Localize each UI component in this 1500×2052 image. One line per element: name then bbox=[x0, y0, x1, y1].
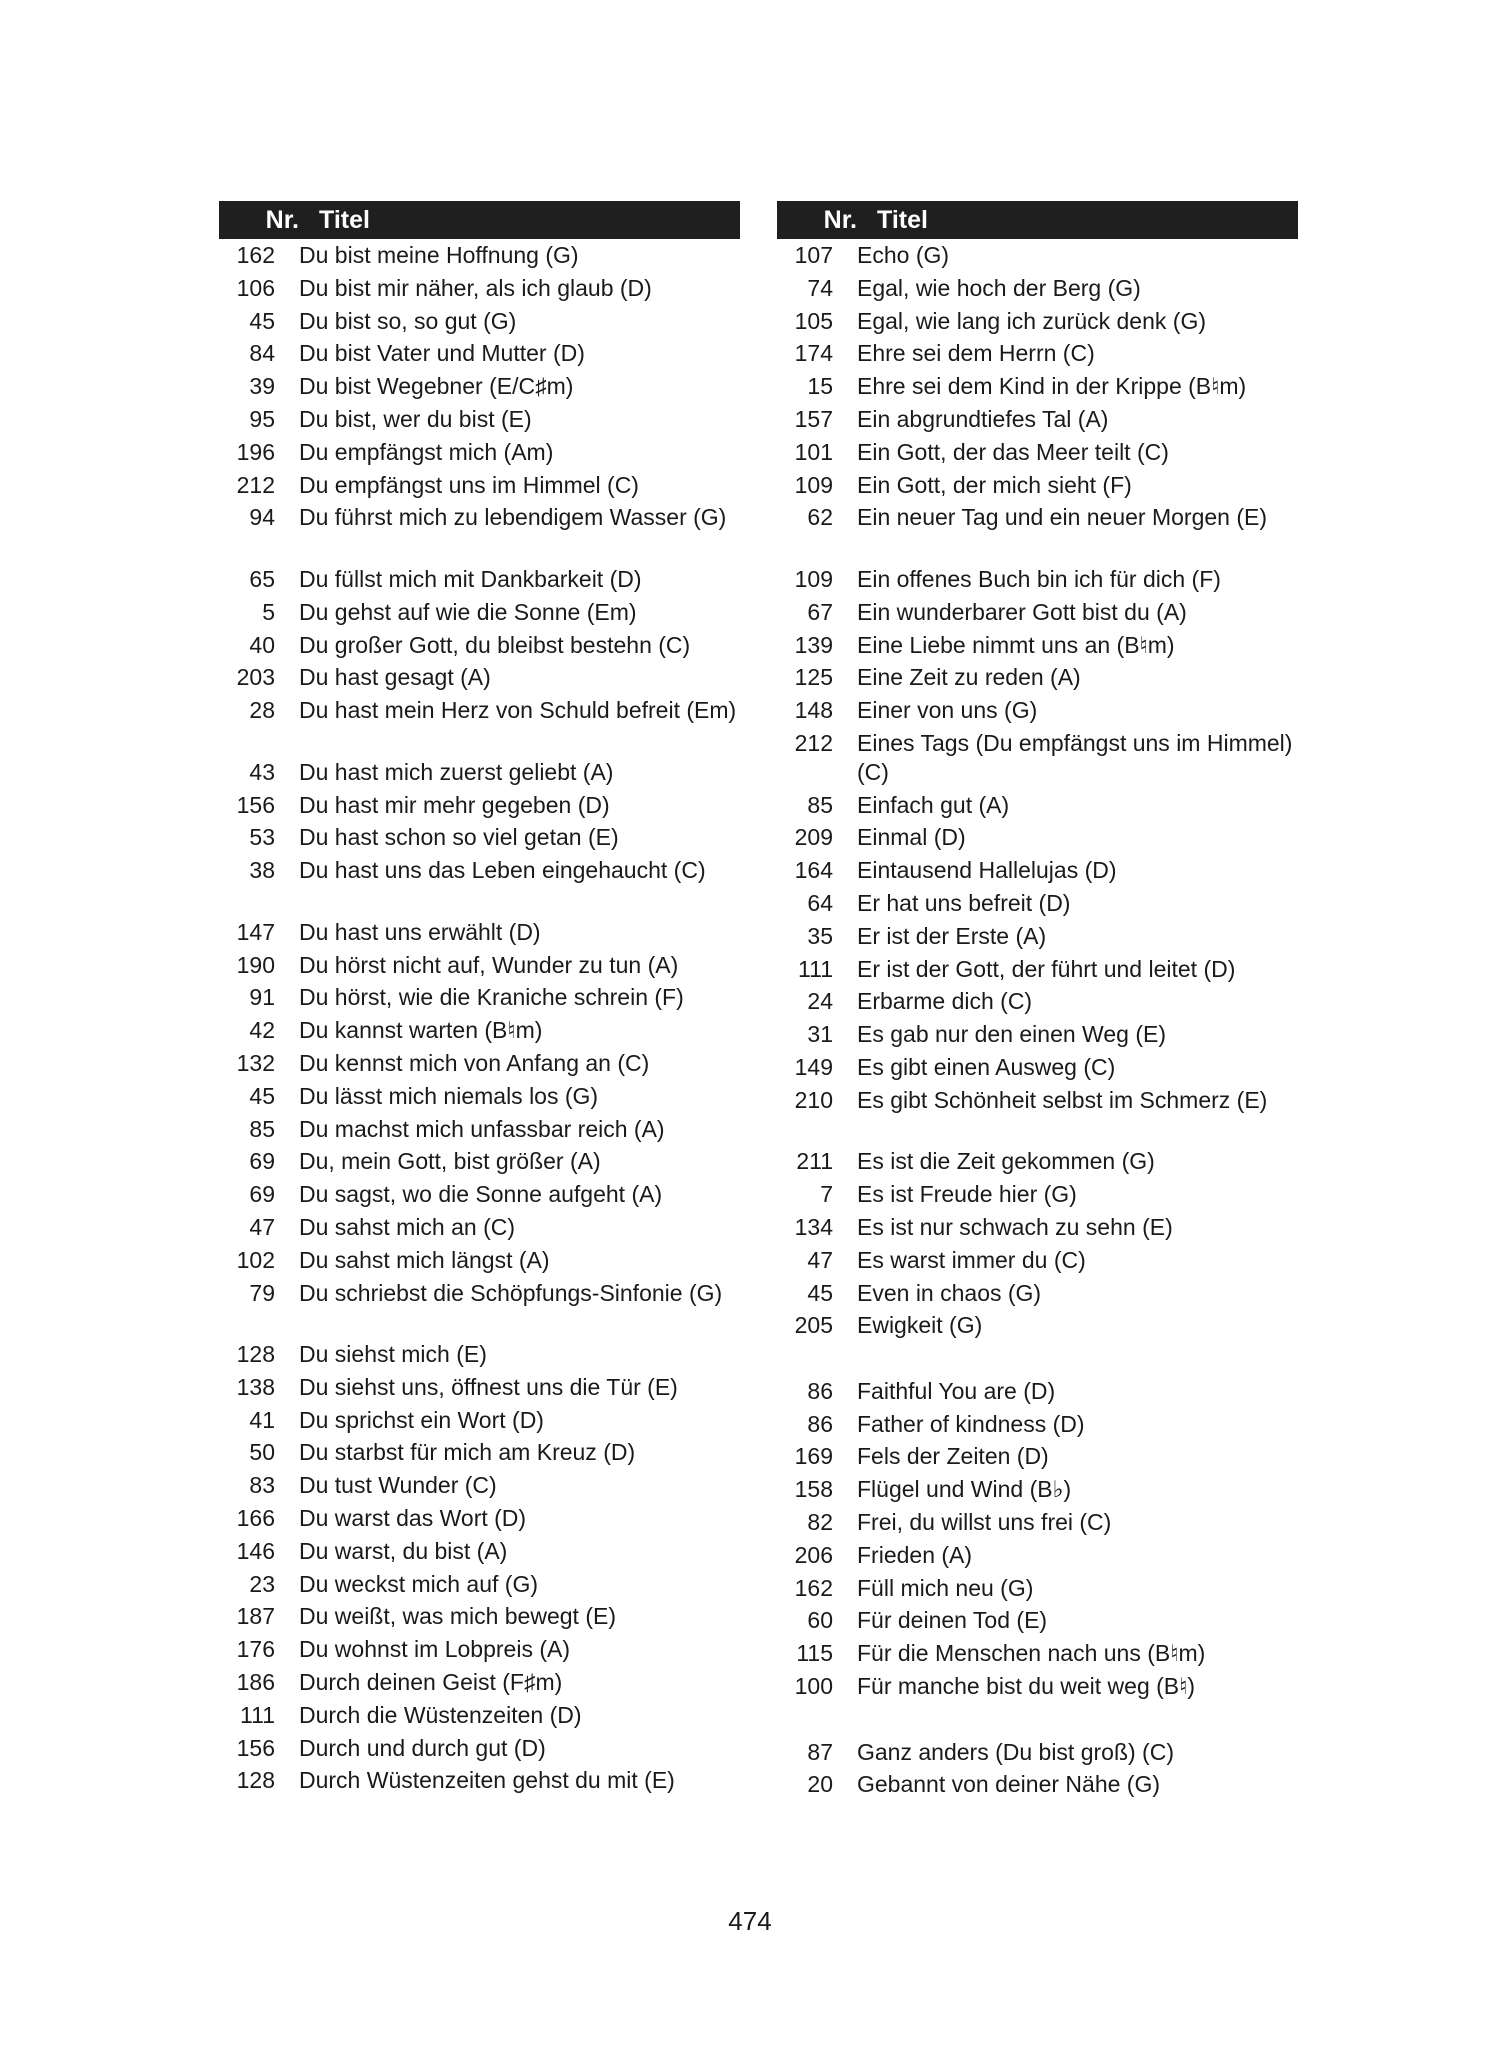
entry-title: Du sahst mich längst (A) bbox=[299, 1246, 550, 1273]
index-entry bbox=[777, 1246, 1298, 1279]
entry-title: Frei, du willst uns frei (C) bbox=[857, 1509, 1112, 1536]
index-entry bbox=[219, 856, 740, 918]
index-column-left bbox=[219, 201, 740, 1799]
index-entry bbox=[219, 1438, 740, 1471]
index-entry bbox=[777, 856, 1298, 889]
index-entry bbox=[777, 565, 1298, 598]
entry-number: 156 bbox=[236, 791, 275, 818]
header-title: Titel bbox=[877, 205, 928, 234]
entry-title: Egal, wie lang ich zurück denk (G) bbox=[857, 307, 1206, 334]
entry-number: 105 bbox=[794, 307, 833, 334]
index-entry bbox=[777, 791, 1298, 824]
index-entry bbox=[777, 823, 1298, 856]
entry-title: Du warst, du bist (A) bbox=[299, 1537, 508, 1564]
entry-title: Du bist Vater und Mutter (D) bbox=[299, 340, 585, 367]
entry-number: 109 bbox=[794, 565, 833, 592]
index-entry bbox=[777, 1279, 1298, 1312]
entry-title: Eine Zeit zu reden (A) bbox=[857, 664, 1081, 691]
entry-number: 138 bbox=[236, 1373, 275, 1400]
index-entry bbox=[219, 631, 740, 664]
entry-number: 100 bbox=[794, 1673, 833, 1700]
index-entry bbox=[219, 598, 740, 631]
entry-title: Du hast mir mehr gegeben (D) bbox=[299, 791, 610, 818]
entry-title: Einmal (D) bbox=[857, 824, 966, 851]
entry-title: Es gab nur den einen Weg (E) bbox=[857, 1021, 1166, 1048]
entry-title: Gebannt von deiner Nähe (G) bbox=[857, 1771, 1161, 1798]
entry-title: Frieden (A) bbox=[857, 1541, 973, 1568]
entry-number: 62 bbox=[807, 504, 833, 531]
table-header bbox=[219, 201, 740, 239]
entry-title: Ein Gott, der mich sieht (F) bbox=[857, 471, 1132, 498]
entry-title: Es gibt Schönheit selbst im Schmerz (E) bbox=[857, 1086, 1268, 1113]
entry-title: Durch und durch gut (D) bbox=[299, 1734, 546, 1761]
index-entry bbox=[219, 983, 740, 1016]
entry-number: 212 bbox=[794, 729, 833, 756]
index-entry bbox=[219, 1668, 740, 1701]
entry-number: 5 bbox=[262, 598, 275, 625]
entry-number: 39 bbox=[249, 373, 275, 400]
entry-title: Flügel und Wind (B♭) bbox=[857, 1476, 1072, 1503]
entry-title: Du wohnst im Lobpreis (A) bbox=[299, 1636, 570, 1663]
entry-number: 164 bbox=[794, 857, 833, 884]
entry-title: Es ist nur schwach zu sehn (E) bbox=[857, 1213, 1173, 1240]
index-entry bbox=[777, 1672, 1298, 1705]
entry-title: Ehre sei dem Kind in der Krippe (B♮m) bbox=[857, 373, 1247, 400]
index-entry bbox=[219, 1147, 740, 1180]
entry-number: 166 bbox=[236, 1505, 275, 1532]
entry-number: 109 bbox=[794, 471, 833, 498]
index-entry bbox=[219, 1279, 740, 1341]
entry-number: 67 bbox=[807, 598, 833, 625]
entry-number: 45 bbox=[249, 1082, 275, 1109]
entry-number: 83 bbox=[249, 1472, 275, 1499]
entry-title: Even in chaos (G) bbox=[857, 1279, 1042, 1306]
entry-number: 42 bbox=[249, 1017, 275, 1044]
index-entry bbox=[777, 1377, 1298, 1410]
index-list bbox=[777, 239, 1298, 1803]
entry-number: 149 bbox=[794, 1053, 833, 1080]
index-entry bbox=[777, 274, 1298, 307]
entry-number: 147 bbox=[236, 918, 275, 945]
index-entry bbox=[219, 918, 740, 951]
entry-number: 139 bbox=[794, 631, 833, 658]
index-entry bbox=[777, 631, 1298, 664]
index-entry bbox=[219, 274, 740, 307]
entry-number: 50 bbox=[249, 1439, 275, 1466]
index-entry bbox=[777, 922, 1298, 955]
entry-title: Es ist die Zeit gekommen (G) bbox=[857, 1148, 1155, 1175]
index-entry bbox=[777, 307, 1298, 340]
entry-title: Eintausend Hallelujas (D) bbox=[857, 857, 1117, 884]
entry-number: 95 bbox=[249, 405, 275, 432]
entry-title: Du empfängst mich (Am) bbox=[299, 438, 554, 465]
entry-title: Du hast gesagt (A) bbox=[299, 664, 491, 691]
index-entry bbox=[777, 1180, 1298, 1213]
entry-number: 64 bbox=[807, 889, 833, 916]
index-entry bbox=[219, 1570, 740, 1603]
entry-number: 158 bbox=[794, 1476, 833, 1503]
entry-number: 35 bbox=[807, 922, 833, 949]
entry-number: 94 bbox=[249, 504, 275, 531]
entry-number: 86 bbox=[807, 1410, 833, 1437]
entry-number: 101 bbox=[794, 438, 833, 465]
entry-title: Du hast uns erwählt (D) bbox=[299, 918, 541, 945]
entry-number: 146 bbox=[236, 1537, 275, 1564]
index-entry bbox=[777, 438, 1298, 471]
entry-title: Für deinen Tod (E) bbox=[857, 1607, 1048, 1634]
index-entry bbox=[777, 729, 1298, 791]
entry-title: Ehre sei dem Herrn (C) bbox=[857, 340, 1095, 367]
index-entry bbox=[219, 1635, 740, 1668]
index-entry bbox=[777, 1508, 1298, 1541]
entry-title: Du, mein Gott, bist größer (A) bbox=[299, 1148, 601, 1175]
index-entry bbox=[777, 503, 1298, 565]
entry-title: Du lässt mich niemals los (G) bbox=[299, 1082, 599, 1109]
entry-number: 53 bbox=[249, 824, 275, 851]
entry-number: 157 bbox=[794, 405, 833, 432]
entry-title: Du hörst nicht auf, Wunder zu tun (A) bbox=[299, 951, 679, 978]
entry-title: Du bist Wegebner (E/C♯m) bbox=[299, 373, 574, 400]
entry-title: Ein offenes Buch bin ich für dich (F) bbox=[857, 565, 1221, 592]
entry-number: 128 bbox=[236, 1767, 275, 1794]
entry-title: Durch Wüstenzeiten gehst du mit (E) bbox=[299, 1767, 675, 1794]
entry-number: 79 bbox=[249, 1279, 275, 1306]
entry-number: 85 bbox=[249, 1115, 275, 1142]
entry-title: Du siehst mich (E) bbox=[299, 1341, 487, 1368]
index-entry bbox=[219, 471, 740, 504]
index-entry bbox=[777, 598, 1298, 631]
entry-number: 84 bbox=[249, 340, 275, 367]
entry-title: Du weckst mich auf (G) bbox=[299, 1570, 538, 1597]
entry-number: 176 bbox=[236, 1636, 275, 1663]
entry-number: 107 bbox=[794, 242, 833, 268]
index-entry bbox=[219, 1471, 740, 1504]
entry-number: 186 bbox=[236, 1669, 275, 1696]
entry-title: Du hast mein Herz von Schuld befreit (Em) bbox=[299, 697, 737, 724]
entry-title: Egal, wie hoch der Berg (G) bbox=[857, 274, 1141, 301]
entry-number: 40 bbox=[249, 631, 275, 658]
entry-title: Ewigkeit (G) bbox=[857, 1312, 983, 1339]
index-entry bbox=[219, 372, 740, 405]
entry-number: 69 bbox=[249, 1181, 275, 1208]
index-entry bbox=[777, 987, 1298, 1020]
index-entry bbox=[219, 791, 740, 824]
entry-number: 132 bbox=[236, 1049, 275, 1076]
index-entry bbox=[219, 405, 740, 438]
index-entry bbox=[777, 339, 1298, 372]
entry-title: Faithful You are (D) bbox=[857, 1377, 1056, 1404]
entry-title: Du bist meine Hoffnung (G) bbox=[299, 242, 579, 268]
entry-title: Du tust Wunder (C) bbox=[299, 1472, 497, 1499]
entry-title: Durch deinen Geist (F♯m) bbox=[299, 1669, 563, 1696]
entry-number: 125 bbox=[794, 664, 833, 691]
entry-title: Du warst das Wort (D) bbox=[299, 1505, 527, 1532]
entry-number: 7 bbox=[820, 1181, 833, 1208]
entry-number: 209 bbox=[794, 824, 833, 851]
section-gap bbox=[777, 1705, 1298, 1738]
index-entry bbox=[219, 1180, 740, 1213]
entry-number: 190 bbox=[236, 951, 275, 978]
index-entry bbox=[219, 1049, 740, 1082]
index-entry bbox=[777, 955, 1298, 988]
entry-number: 82 bbox=[807, 1509, 833, 1536]
index-entry bbox=[219, 1016, 740, 1049]
index-entry bbox=[777, 1213, 1298, 1246]
entry-title: Du hast mich zuerst geliebt (A) bbox=[299, 758, 614, 785]
entry-number: 206 bbox=[794, 1541, 833, 1568]
index-entry bbox=[777, 405, 1298, 438]
index-entry bbox=[219, 307, 740, 340]
index-entry bbox=[777, 1410, 1298, 1443]
entry-title: Er ist der Erste (A) bbox=[857, 922, 1047, 949]
index-entry bbox=[219, 1246, 740, 1279]
index-entry bbox=[219, 438, 740, 471]
index-entry bbox=[219, 503, 740, 565]
entry-title: Füll mich neu (G) bbox=[857, 1574, 1034, 1601]
header-nr: Nr. bbox=[265, 205, 299, 234]
header-title: Titel bbox=[319, 205, 370, 234]
entry-number: 148 bbox=[794, 697, 833, 724]
index-entry bbox=[219, 696, 740, 758]
index-entry bbox=[219, 1082, 740, 1115]
index-entry bbox=[219, 1537, 740, 1570]
entry-title: Es warst immer du (C) bbox=[857, 1246, 1086, 1273]
index-entry bbox=[777, 1574, 1298, 1607]
index-entry bbox=[777, 1086, 1298, 1148]
index-entry bbox=[219, 1602, 740, 1635]
entry-number: 212 bbox=[236, 471, 275, 498]
index-entry bbox=[219, 1340, 740, 1373]
entry-title: Du gehst auf wie die Sonne (Em) bbox=[299, 598, 637, 625]
index-entry bbox=[777, 1475, 1298, 1508]
entry-title: Ein wunderbarer Gott bist du (A) bbox=[857, 598, 1187, 625]
entry-title: Es ist Freude hier (G) bbox=[857, 1181, 1077, 1208]
entry-title: Einer von uns (G) bbox=[857, 697, 1038, 724]
entry-title: Ein abgrundtiefes Tal (A) bbox=[857, 405, 1109, 432]
entry-number: 187 bbox=[236, 1603, 275, 1630]
entry-title: Du sagst, wo die Sonne aufgeht (A) bbox=[299, 1181, 663, 1208]
header-nr: Nr. bbox=[823, 205, 857, 234]
entry-number: 162 bbox=[236, 242, 275, 268]
entry-title: Du führst mich zu lebendigem Wasser (G) bbox=[299, 504, 727, 531]
entry-title: Fels der Zeiten (D) bbox=[857, 1443, 1049, 1470]
index-list bbox=[219, 239, 740, 1799]
entry-number: 211 bbox=[796, 1148, 833, 1175]
entry-number: 28 bbox=[249, 697, 275, 724]
entry-number: 43 bbox=[249, 758, 275, 785]
entry-number: 128 bbox=[236, 1341, 275, 1368]
index-entry bbox=[777, 663, 1298, 696]
entry-title: Du kannst warten (B♮m) bbox=[299, 1017, 543, 1044]
index-entry bbox=[219, 1213, 740, 1246]
entry-title: Es gibt einen Ausweg (C) bbox=[857, 1053, 1116, 1080]
index-entry bbox=[777, 1770, 1298, 1803]
entry-title: Du großer Gott, du bleibst bestehn (C) bbox=[299, 631, 691, 658]
index-entry bbox=[777, 241, 1298, 274]
entry-number: 91 bbox=[249, 984, 275, 1011]
index-entry bbox=[777, 1442, 1298, 1475]
index-entry bbox=[219, 1115, 740, 1148]
entry-number: 111 bbox=[798, 955, 833, 982]
entry-title: Ein neuer Tag und ein neuer Morgen (E) bbox=[857, 504, 1268, 531]
entry-number: 85 bbox=[807, 791, 833, 818]
index-entry bbox=[777, 1606, 1298, 1639]
entry-title: Du füllst mich mit Dankbarkeit (D) bbox=[299, 565, 642, 592]
index-entry bbox=[777, 1053, 1298, 1086]
entry-number: 210 bbox=[794, 1086, 833, 1113]
entry-title: Ganz anders (Du bist groß) (C) bbox=[857, 1738, 1174, 1765]
entry-number: 15 bbox=[807, 373, 833, 400]
entry-title: Du machst mich unfassbar reich (A) bbox=[299, 1115, 665, 1142]
entry-number: 41 bbox=[249, 1406, 275, 1433]
entry-title: Du empfängst uns im Himmel (C) bbox=[299, 471, 639, 498]
index-entry bbox=[219, 823, 740, 856]
table-header bbox=[777, 201, 1298, 239]
index-entry bbox=[777, 372, 1298, 405]
entry-number: 45 bbox=[807, 1279, 833, 1306]
entry-title: Für die Menschen nach uns (B♮m) bbox=[857, 1640, 1206, 1667]
index-entry bbox=[219, 1504, 740, 1537]
index-entry bbox=[219, 951, 740, 984]
entry-number: 60 bbox=[807, 1607, 833, 1634]
entry-number: 203 bbox=[236, 664, 275, 691]
entry-number: 47 bbox=[249, 1213, 275, 1240]
entry-number: 31 bbox=[807, 1021, 833, 1048]
entry-title: Du bist so, so gut (G) bbox=[299, 307, 517, 334]
index-column-right bbox=[777, 201, 1298, 1803]
entry-number: 205 bbox=[794, 1312, 833, 1339]
entry-number: 45 bbox=[249, 307, 275, 334]
entry-title: Einfach gut (A) bbox=[857, 791, 1010, 818]
entry-number: 74 bbox=[807, 274, 833, 301]
entry-number: 65 bbox=[249, 565, 275, 592]
entry-title: Father of kindness (D) bbox=[857, 1410, 1085, 1437]
entry-title: Du kennst mich von Anfang an (C) bbox=[299, 1049, 650, 1076]
index-entry bbox=[777, 1311, 1298, 1344]
entry-title: Eine Liebe nimmt uns an (B♮m) bbox=[857, 631, 1175, 658]
entry-number: 162 bbox=[794, 1574, 833, 1601]
index-entry bbox=[777, 1639, 1298, 1672]
entry-number: 38 bbox=[249, 857, 275, 884]
index-entry bbox=[219, 241, 740, 274]
entry-number: 169 bbox=[794, 1443, 833, 1470]
entry-title: Du hörst, wie die Kraniche schrein (F) bbox=[299, 984, 684, 1011]
entry-number: 23 bbox=[249, 1570, 275, 1597]
index-entry bbox=[219, 663, 740, 696]
entry-number: 86 bbox=[807, 1377, 833, 1404]
entry-number: 69 bbox=[249, 1148, 275, 1175]
entry-title: Du schriebst die Schöpfungs-Sinfonie (G) bbox=[299, 1279, 723, 1306]
index-entry bbox=[219, 1734, 740, 1767]
index-entry bbox=[219, 1766, 740, 1799]
entry-title: Er hat uns befreit (D) bbox=[857, 889, 1071, 916]
entry-title: Du sahst mich an (C) bbox=[299, 1213, 516, 1240]
entry-title: Erbarme dich (C) bbox=[857, 988, 1033, 1015]
index-entry bbox=[219, 758, 740, 791]
index-entry bbox=[219, 339, 740, 372]
entry-number: 111 bbox=[240, 1701, 275, 1728]
entry-number: 20 bbox=[807, 1771, 833, 1798]
entry-title: Für manche bist du weit weg (B♮) bbox=[857, 1673, 1196, 1700]
entry-number: 115 bbox=[796, 1640, 833, 1667]
entry-number: 47 bbox=[807, 1246, 833, 1273]
section-gap bbox=[777, 1344, 1298, 1377]
entry-title: Eines Tags (Du empfängst uns im Himmel) (C) bbox=[857, 729, 1293, 785]
entry-title: Er ist der Gott, der führt und leitet (D) bbox=[857, 955, 1236, 982]
entry-number: 106 bbox=[236, 274, 275, 301]
entry-title: Du bist mir näher, als ich glaub (D) bbox=[299, 274, 652, 301]
index-entry bbox=[777, 1147, 1298, 1180]
entry-title: Du hast schon so viel getan (E) bbox=[299, 824, 619, 851]
index-entry bbox=[777, 889, 1298, 922]
entry-number: 102 bbox=[236, 1246, 275, 1273]
index-entry bbox=[777, 1541, 1298, 1574]
page-number: 474 bbox=[728, 1906, 772, 1936]
index-entry bbox=[777, 1020, 1298, 1053]
index-entry bbox=[777, 696, 1298, 729]
entry-title: Ein Gott, der das Meer teilt (C) bbox=[857, 438, 1169, 465]
index-entry bbox=[219, 565, 740, 598]
entry-number: 196 bbox=[236, 438, 275, 465]
index-entry bbox=[777, 471, 1298, 504]
entry-title: Du sprichst ein Wort (D) bbox=[299, 1406, 544, 1433]
index-entry bbox=[219, 1406, 740, 1439]
index-entry bbox=[777, 1738, 1298, 1771]
entry-title: Durch die Wüstenzeiten (D) bbox=[299, 1701, 582, 1728]
entry-title: Du weißt, was mich bewegt (E) bbox=[299, 1603, 616, 1630]
entry-title: Du bist, wer du bist (E) bbox=[299, 405, 532, 432]
entry-number: 134 bbox=[794, 1213, 833, 1240]
index-entry bbox=[219, 1373, 740, 1406]
entry-number: 24 bbox=[807, 988, 833, 1015]
entry-title: Du siehst uns, öffnest uns die Tür (E) bbox=[299, 1373, 678, 1400]
entry-title: Du hast uns das Leben eingehaucht (C) bbox=[299, 857, 706, 884]
entry-number: 174 bbox=[794, 340, 833, 367]
entry-title: Du starbst für mich am Kreuz (D) bbox=[299, 1439, 636, 1466]
entry-title: Echo (G) bbox=[857, 242, 950, 268]
entry-number: 156 bbox=[236, 1734, 275, 1761]
entry-number: 87 bbox=[807, 1738, 833, 1765]
index-entry bbox=[219, 1701, 740, 1734]
